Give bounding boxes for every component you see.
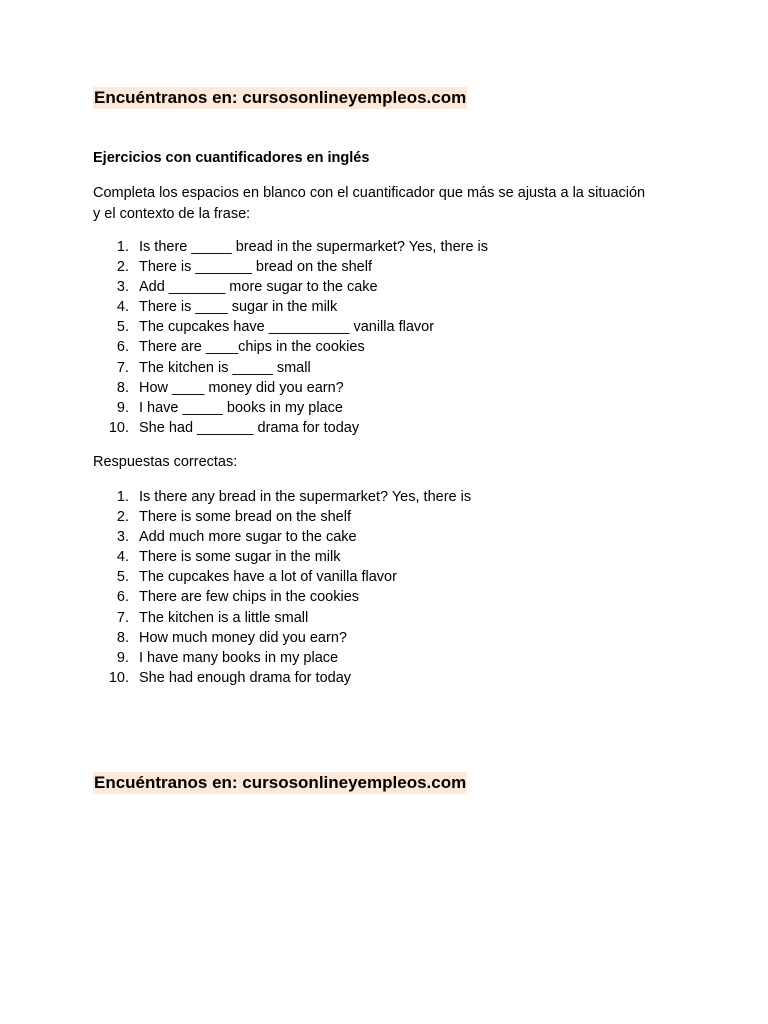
list-item	[93, 317, 488, 337]
question-text: There is ____ sugar in the milk	[139, 299, 338, 316]
question-text: There are ____chips in the cookies	[139, 339, 365, 356]
item-number: 4 .	[93, 547, 129, 567]
answer-text: Add much more sugar to the cake	[139, 529, 357, 546]
answer-text: The cupcakes have a lot of vanilla flavor	[139, 569, 397, 586]
item-number: 6 .	[93, 587, 129, 607]
question-text: There is _______ bread on the shelf	[139, 259, 372, 276]
answer-text: Is there any bread in the supermarket? Yes, there is	[139, 489, 472, 505]
answers-list	[93, 487, 471, 688]
question-text: The cupcakes have __________ vanilla flavor	[139, 319, 435, 336]
list-item	[93, 628, 471, 648]
exercise-title: Ejercicios con cuantificadores en inglés	[93, 150, 370, 166]
item-number: 5 .	[93, 317, 129, 337]
list-item	[93, 608, 471, 628]
item-number: 10 .	[93, 668, 129, 688]
item-number: 8 .	[93, 378, 129, 398]
list-item	[93, 337, 488, 357]
item-number: 5 .	[93, 567, 129, 587]
item-number: 4 .	[93, 297, 129, 317]
list-item	[93, 398, 488, 418]
answer-text: She had enough drama for today	[139, 669, 352, 686]
list-item	[93, 418, 488, 438]
list-item	[93, 487, 471, 507]
list-item	[93, 297, 488, 317]
item-number: 8 .	[93, 628, 129, 648]
answer-text: There is some sugar in the milk	[139, 549, 341, 566]
list-item	[93, 257, 488, 277]
item-number: 1 .	[93, 237, 129, 257]
list-item	[93, 668, 471, 688]
questions-list	[93, 237, 488, 438]
list-item	[93, 277, 488, 297]
list-item	[93, 547, 471, 567]
item-number: 2 .	[93, 257, 129, 277]
list-item	[93, 378, 488, 398]
item-number: 3 .	[93, 277, 129, 297]
list-item	[93, 358, 488, 378]
answer-text: I have many books in my place	[139, 649, 339, 666]
answer-text: There is some bread on the shelf	[139, 509, 351, 526]
item-number: 9 .	[93, 398, 129, 418]
site-banner-bottom: Encuéntranos en: cursosonlineyempleos.com	[94, 773, 467, 792]
question-text: How ____ money did you earn?	[139, 379, 344, 396]
question-text: She had _______ drama for today	[139, 419, 360, 436]
list-item	[93, 507, 471, 527]
question-text: I have _____ books in my place	[139, 399, 343, 416]
item-number: 7 .	[93, 358, 129, 378]
question-text: The kitchen is _____ small	[139, 359, 311, 376]
exercise-instructions: Completa los espacios en blanco con el cuantificador que más se ajusta a la situación y el contexto de la frase:	[93, 185, 646, 222]
item-number: 6 .	[93, 337, 129, 357]
list-item	[93, 648, 471, 668]
list-item	[93, 237, 488, 257]
answer-text: The kitchen is a little small	[139, 609, 309, 626]
question-text: Add _______ more sugar to the cake	[139, 279, 378, 296]
item-number: 2 .	[93, 507, 129, 527]
list-item	[93, 527, 471, 547]
item-number: 1 .	[93, 487, 129, 507]
answer-text: How much money did you earn?	[139, 629, 347, 646]
question-text: Is there _____ bread in the supermarket? Yes, there is	[139, 239, 489, 255]
item-number: 7 .	[93, 608, 129, 628]
list-item	[93, 567, 471, 587]
item-number: 10 .	[93, 418, 129, 438]
answer-text: There are few chips in the cookies	[139, 589, 360, 606]
item-number: 3 .	[93, 527, 129, 547]
list-item	[93, 587, 471, 607]
site-banner-top: Encuéntranos en: cursosonlineyempleos.com	[94, 88, 467, 107]
item-number: 9 .	[93, 648, 129, 668]
answers-heading: Respuestas correctas:	[93, 454, 238, 470]
